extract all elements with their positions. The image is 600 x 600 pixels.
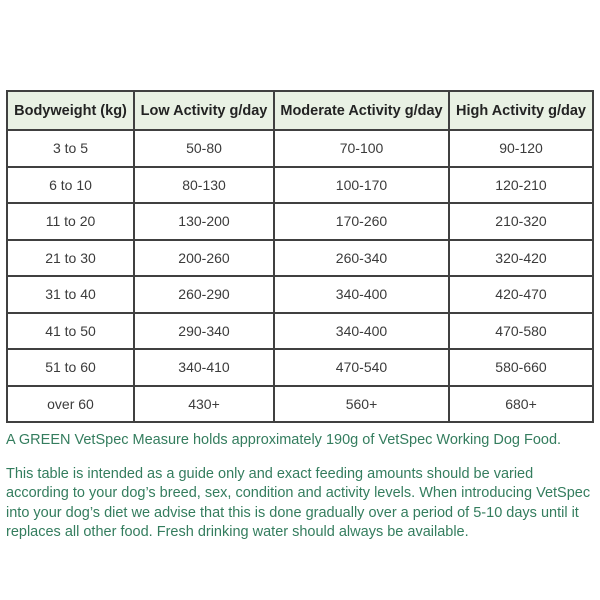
- table-row: [7, 130, 593, 167]
- cell-high: 580-660: [449, 349, 593, 386]
- cell-bodyweight: 31 to 40: [7, 276, 134, 313]
- header-high-activity: High Activity g/day: [449, 91, 593, 130]
- table-row: [7, 240, 593, 277]
- cell-bodyweight: 21 to 30: [7, 240, 134, 277]
- header-low-activity: Low Activity g/day: [134, 91, 274, 130]
- cell-bodyweight: 11 to 20: [7, 203, 134, 240]
- cell-bodyweight: over 60: [7, 386, 134, 423]
- cell-high: 470-580: [449, 313, 593, 350]
- cell-moderate: 340-400: [274, 276, 449, 313]
- cell-high: 420-470: [449, 276, 593, 313]
- cell-high: 320-420: [449, 240, 593, 277]
- cell-moderate: 70-100: [274, 130, 449, 167]
- cell-moderate: 260-340: [274, 240, 449, 277]
- cell-high: 90-120: [449, 130, 593, 167]
- cell-low: 290-340: [134, 313, 274, 350]
- header-bodyweight: Bodyweight (kg): [7, 91, 134, 130]
- table-row: [7, 313, 593, 350]
- table-row: [7, 203, 593, 240]
- header-moderate-activity: Moderate Activity g/day: [274, 91, 449, 130]
- cell-low: 80-130: [134, 167, 274, 204]
- cell-bodyweight: 6 to 10: [7, 167, 134, 204]
- table-header-row: [7, 91, 593, 130]
- cell-moderate: 340-400: [274, 313, 449, 350]
- cell-low: 260-290: [134, 276, 274, 313]
- cell-moderate: 170-260: [274, 203, 449, 240]
- cell-bodyweight: 51 to 60: [7, 349, 134, 386]
- guide-note: This table is intended as a guide only and exact feeding amounts should be varied according to your dog’s breed, sex, condition and activity levels. When introducing VetSpec into your dog’s diet we advise that this is done gradually over a period of 5-10 days until it replaces all other food. Fresh drinking water should always be available.: [6, 465, 591, 540]
- cell-high: 120-210: [449, 167, 593, 204]
- feeding-guide-table: [6, 90, 594, 423]
- cell-moderate: 100-170: [274, 167, 449, 204]
- table-row: [7, 167, 593, 204]
- cell-moderate: 470-540: [274, 349, 449, 386]
- cell-low: 130-200: [134, 203, 274, 240]
- cell-high: 680+: [449, 386, 593, 423]
- table-row: [7, 386, 593, 423]
- cell-low: 430+: [134, 386, 274, 423]
- cell-low: 50-80: [134, 130, 274, 167]
- measure-note: A GREEN VetSpec Measure holds approximately 190g of VetSpec Working Dog Food.: [6, 432, 562, 448]
- cell-moderate: 560+: [274, 386, 449, 423]
- cell-bodyweight: 41 to 50: [7, 313, 134, 350]
- table-row: [7, 349, 593, 386]
- cell-low: 200-260: [134, 240, 274, 277]
- cell-bodyweight: 3 to 5: [7, 130, 134, 167]
- cell-low: 340-410: [134, 349, 274, 386]
- cell-high: 210-320: [449, 203, 593, 240]
- table-row: [7, 276, 593, 313]
